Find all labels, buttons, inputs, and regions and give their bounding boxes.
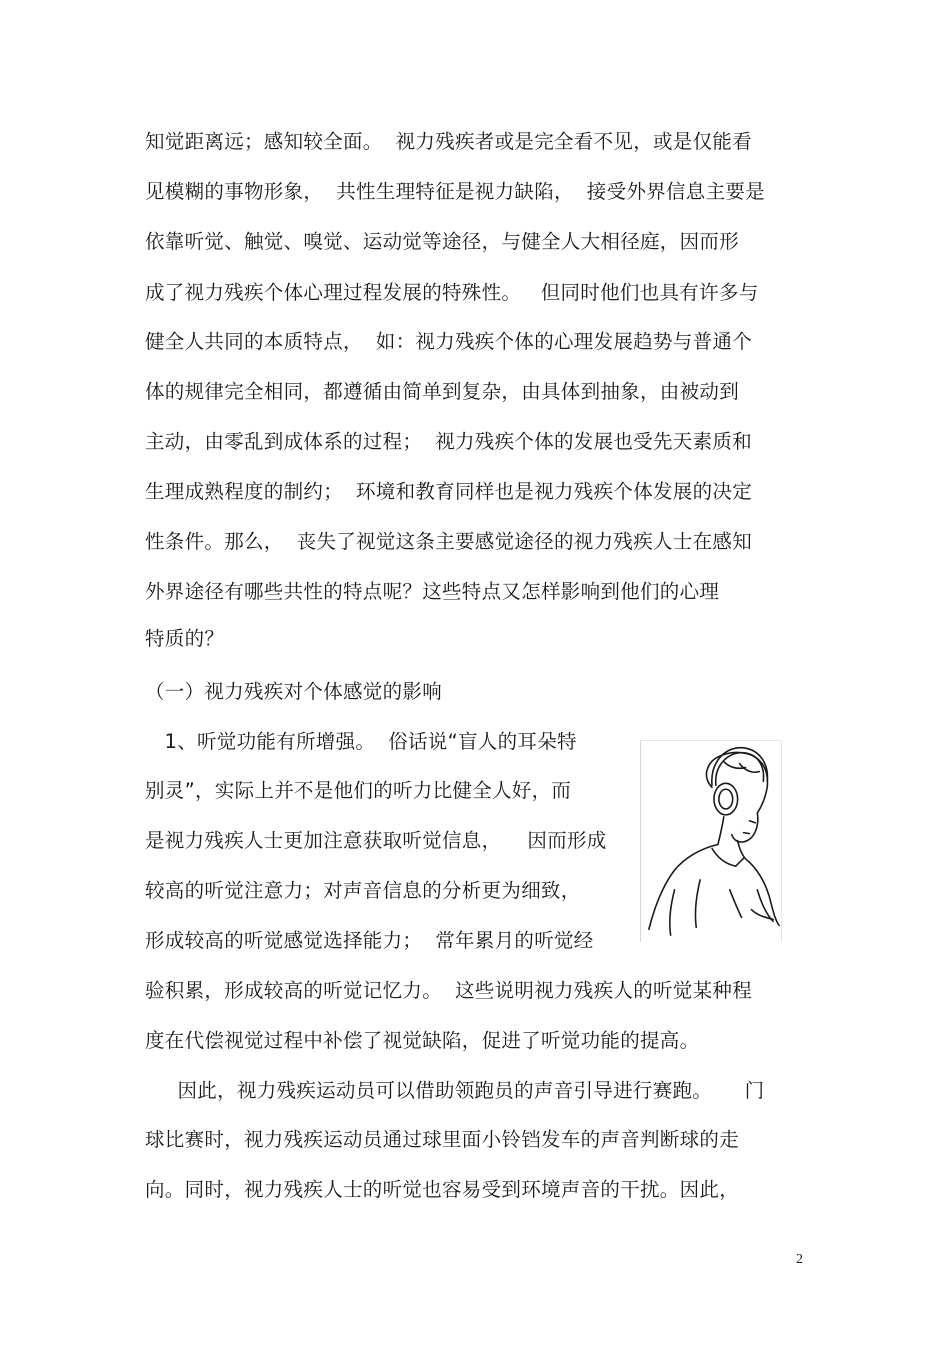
text-line: 成了视力残疾个体心理过程发展的特殊性。 但同时他们也具有许多与 (145, 281, 759, 304)
text-line: 是视力残疾人士更加注意获取听觉信息， 因而形成 (145, 829, 607, 852)
text-line: 主动，由零乱到成体系的过程； 视力残疾个体的发展也受先天素质和 (145, 430, 752, 453)
text-line: 外界途径有哪些共性的特点呢？这些特点又怎样影响到他们的心理 (145, 580, 720, 603)
text-line: 健全人共同的本质特点， 如：视力残疾个体的心理发展趋势与普通个 (145, 330, 752, 353)
text-line: 体的规律完全相同，都遵循由简单到复杂，由具体到抽象，由被动到 (145, 380, 740, 403)
text-line: 性条件。那么， 丧失了视觉这条主要感觉途径的视力残疾人士在感知 (145, 530, 752, 553)
text-line: 验积累，形成较高的听觉记忆力。 这些说明视力残疾人的听觉某种程 (145, 979, 752, 1002)
text-line: 依靠听觉、触觉、嗅觉、运动觉等途径，与健全人大相径庭，因而形 (145, 230, 740, 253)
text-line: 较高的听觉注意力；对声音信息的分析更为细致， (145, 879, 581, 902)
text-line: 度在代偿视觉过程中补偿了视觉缺陷，促进了听觉功能的提高。 (145, 1029, 700, 1052)
text-line: 生理成熟程度的制约； 环境和教育同样也是视力残疾个体发展的决定 (145, 480, 752, 503)
text-line: 知觉距离远；感知较全面。 视力残疾者或是完全看不见，或是仅能看 (145, 130, 752, 153)
section-heading: （一）视力残疾对个体感觉的影响 (145, 680, 443, 703)
text-line: 因此，视力残疾运动员可以借助领跑员的声音引导进行赛跑。 门 (145, 1079, 765, 1102)
page-number: 2 (796, 1252, 803, 1267)
text-line: 球比赛时，视力残疾运动员通过球里面小铃铛发车的声音判断球的走 (145, 1128, 740, 1151)
text-line: 别灵”，实际上并不是他们的听力比健全人好，而 (145, 779, 572, 802)
text-line: 形成较高的听觉感觉选择能力； 常年累月的听觉经 (145, 929, 594, 952)
text-line: 1、听觉功能有所增强。 俗话说“盲人的耳朵特 (145, 730, 577, 753)
person-with-headphones-illustration (640, 740, 782, 942)
person-with-headphones-icon (641, 741, 781, 942)
text-line: 见模糊的事物形象， 共性生理特征是视力缺陷， 接受外界信息主要是 (145, 180, 765, 203)
text-line: 特质的？ (145, 627, 225, 650)
text-line: 向。同时，视力残疾人士的听觉也容易受到环境声音的干扰。因此， (145, 1178, 740, 1201)
